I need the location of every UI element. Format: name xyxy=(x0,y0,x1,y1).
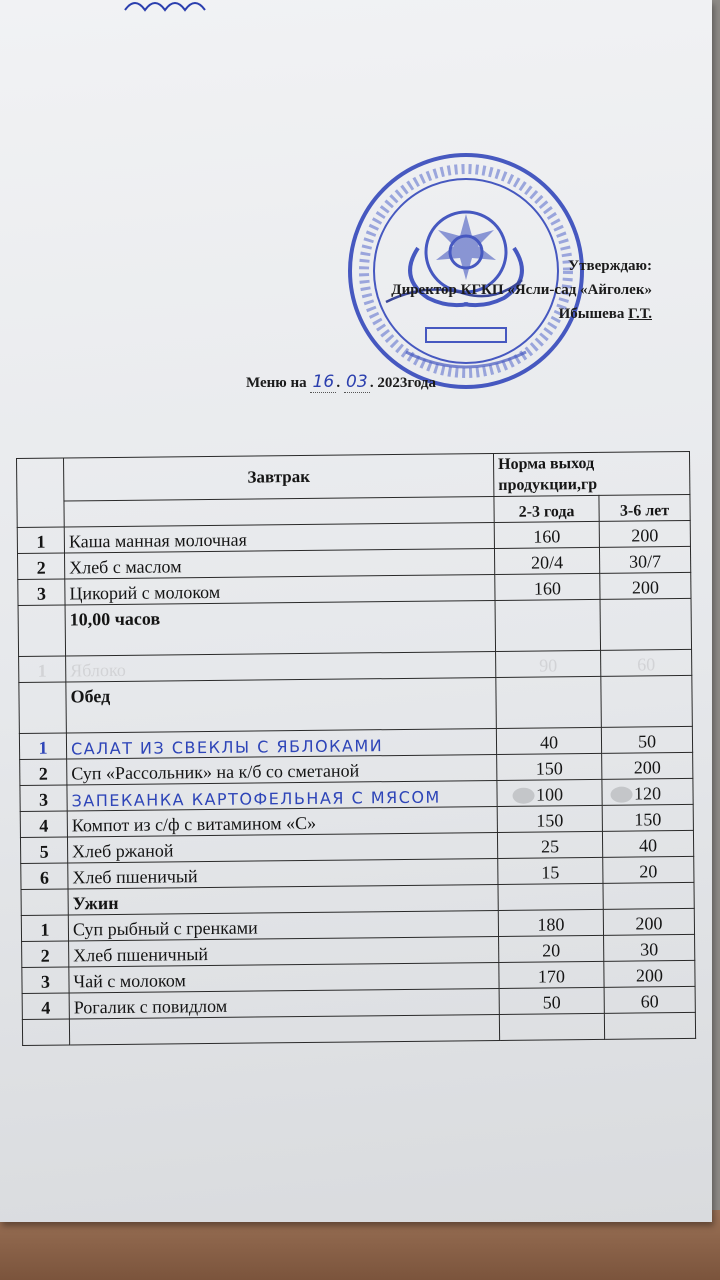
age-header-2-3: 2-3 года xyxy=(494,495,599,522)
dish-name: Хлеб ржаной xyxy=(67,832,497,863)
row-number: 4 xyxy=(22,993,69,1019)
portion-3-6: 50 xyxy=(601,726,692,753)
portion-2-3: 150 xyxy=(497,805,602,832)
portion-2-3: 160 xyxy=(494,521,599,548)
portion-2-3: 90 xyxy=(496,650,601,677)
approval-block xyxy=(391,254,652,326)
row-number xyxy=(19,682,67,733)
row-number: 6 xyxy=(21,863,68,889)
portion-3-6: 200 xyxy=(599,520,690,547)
portion-2-3: 100 xyxy=(535,784,564,805)
row-number: 1 xyxy=(19,656,66,682)
section-row xyxy=(18,598,691,656)
row-number xyxy=(21,889,68,915)
column-header-norm: Норма выход продукции,гр xyxy=(493,451,689,496)
column-header-breakfast: Завтрак xyxy=(64,453,494,501)
portion-3-6: 40 xyxy=(602,830,693,857)
section-title-dinner: Ужин xyxy=(68,884,498,915)
portion-3-6: 30/7 xyxy=(599,546,690,573)
row-number: 1 xyxy=(17,527,64,553)
dish-name: Каша манная молочная xyxy=(64,522,494,553)
empty-cell xyxy=(69,1014,499,1045)
portion-2-3: 150 xyxy=(497,753,602,780)
dish-name: Хлеб пшеничный xyxy=(69,936,499,967)
dish-name: Суп рыбный с гренками xyxy=(68,910,498,941)
dish-name: Хлеб пшеничый xyxy=(68,858,498,889)
dish-name: Хлеб с маслом xyxy=(64,548,494,579)
dish-name: Компот из с/ф с витамином «С» xyxy=(67,806,497,837)
section-title-lunch: Обед xyxy=(66,677,497,733)
portion-3-6: 150 xyxy=(602,804,693,831)
row-number: 1 xyxy=(19,733,66,759)
row-number: 1 xyxy=(21,915,68,941)
row-number xyxy=(22,1019,69,1045)
row-number xyxy=(18,605,66,656)
portion-3-6-cell xyxy=(602,778,693,805)
row-number: 2 xyxy=(20,759,67,785)
row-number: 3 xyxy=(22,967,69,993)
dish-name-handwritten: САЛАТ ИЗ СВЕКЛЫ С ЯБЛОКАМИ xyxy=(66,728,496,759)
section-row xyxy=(19,675,692,733)
menu-date-title: Меню на 16 . 03 . 2023года xyxy=(246,372,436,392)
dish-name: Суп «Рассольник» на к/б со сметаной xyxy=(67,754,497,785)
dish-name-handwritten: ЗАПЕКАНКА КАРТОФЕЛЬНАЯ С МЯСОМ xyxy=(67,780,497,811)
empty-cell xyxy=(496,676,602,728)
menu-title-prefix: Меню на xyxy=(246,375,307,391)
dish-name: Рогалик с повидлом xyxy=(69,988,499,1019)
pen-scribble-mark xyxy=(120,0,320,16)
dish-name: Яблоко xyxy=(66,651,496,682)
portion-2-3: 15 xyxy=(498,857,603,884)
portion-2-3: 170 xyxy=(499,961,604,988)
row-number: 5 xyxy=(20,837,67,863)
portion-2-3: 20/4 xyxy=(494,547,599,574)
portion-3-6: 120 xyxy=(633,783,662,804)
portion-3-6: 20 xyxy=(603,856,694,883)
section-title-snack: 10,00 часов xyxy=(65,600,496,656)
empty-cell xyxy=(603,882,694,909)
approve-label: Утверждаю: xyxy=(568,258,652,274)
portion-3-6: 60 xyxy=(604,986,695,1013)
empty-cell xyxy=(495,599,601,651)
portion-2-3: 160 xyxy=(495,573,600,600)
portion-3-6: 30 xyxy=(604,934,695,961)
row-number: 3 xyxy=(20,785,67,811)
empty-cell xyxy=(600,598,692,650)
menu-table xyxy=(16,451,696,1046)
portion-2-3: 20 xyxy=(499,935,604,962)
portion-2-3: 40 xyxy=(496,727,601,754)
empty-cell xyxy=(499,1013,604,1040)
portion-2-3: 50 xyxy=(499,987,604,1014)
portion-3-6: 200 xyxy=(604,960,695,987)
director-signature-line xyxy=(391,302,652,326)
director-name: Ибышева xyxy=(558,306,625,322)
director-initials: Г.Т. xyxy=(628,306,652,322)
empty-cell xyxy=(604,1012,695,1039)
row-number: 3 xyxy=(18,579,65,605)
portion-3-6: 200 xyxy=(603,908,694,935)
dish-name: Цикорий с молоком xyxy=(65,574,495,605)
director-title: Директор КГКП «Ясли-сад «Айголек» xyxy=(391,282,652,298)
portion-2-3: 25 xyxy=(497,831,602,858)
row-number: 4 xyxy=(20,811,67,837)
menu-year: 2023года xyxy=(377,375,436,391)
menu-month-handwritten: 03 xyxy=(344,372,370,393)
portion-3-6: 200 xyxy=(600,572,691,599)
age-header-3-6: 3-6 лет xyxy=(599,494,690,521)
portion-2-3: 180 xyxy=(498,909,603,936)
empty-cell xyxy=(601,675,693,727)
dish-name: Чай с молоком xyxy=(69,962,499,993)
row-number: 2 xyxy=(18,553,65,579)
portion-3-6: 200 xyxy=(602,752,693,779)
portion-2-3-cell xyxy=(497,779,602,806)
menu-day-handwritten: 16 xyxy=(310,372,336,393)
portion-3-6: 60 xyxy=(601,649,692,676)
row-number: 2 xyxy=(22,941,69,967)
empty-cell xyxy=(498,883,603,910)
row-number-header xyxy=(17,458,65,527)
